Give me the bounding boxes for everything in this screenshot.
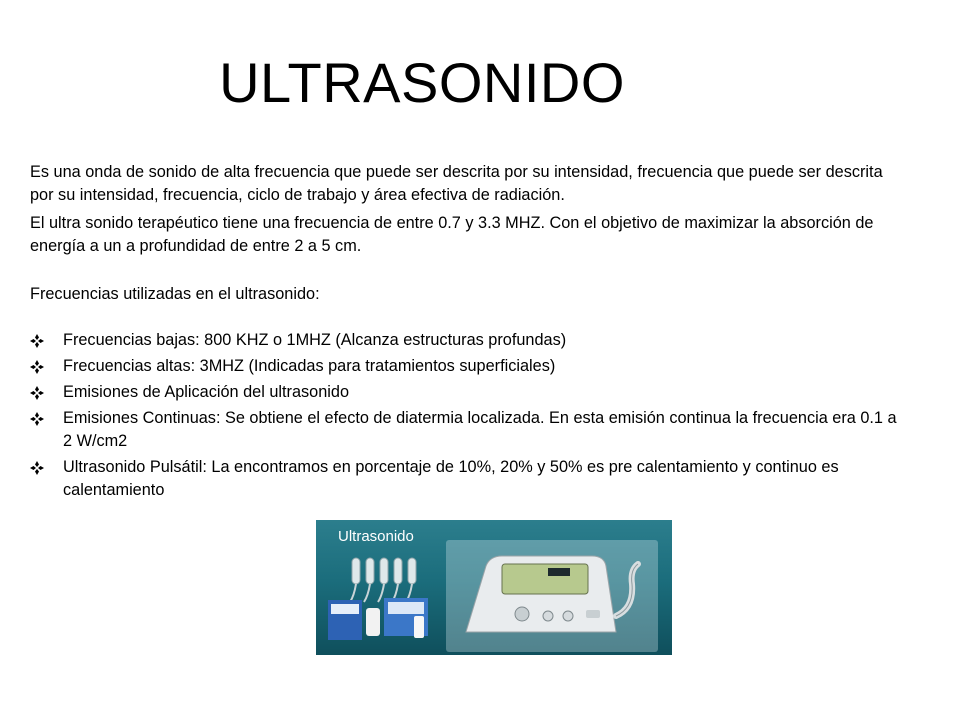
gel-boxes-icon <box>328 598 428 640</box>
diamond-cluster-icon <box>30 334 44 348</box>
bullet-text: Emisiones Continuas: Se obtiene el efecto de diatermia localizada. En esta emisión continua la frecuencia era 0.1 a 2 W/cm2 <box>63 409 897 450</box>
diamond-cluster-icon <box>30 461 44 475</box>
bullet-text: Frecuencias bajas: 800 KHZ o 1MHZ (Alcanza estructuras profundas) <box>63 331 567 349</box>
list-item <box>30 329 910 352</box>
image-caption: Ultrasonido <box>338 528 414 545</box>
ultrasound-device-image <box>316 520 672 655</box>
list-item <box>30 355 910 378</box>
list-item <box>30 381 910 404</box>
list-item <box>30 456 910 502</box>
diamond-cluster-icon <box>30 412 44 426</box>
bullet-text: Emisiones de Aplicación del ultrasonido <box>63 383 349 401</box>
slide-body <box>30 161 910 505</box>
list-item <box>30 407 910 453</box>
paragraph-frequencies-heading: Frecuencias utilizadas en el ultrasonido: <box>30 285 320 303</box>
paragraph-definition: Es una onda de sonido de alta frecuencia que puede ser descrita por su intensidad, frecuencia que puede ser descrita por su intensidad, frecuencia, ciclo de trabajo y área efectiva de radiación. <box>30 163 883 204</box>
diamond-cluster-icon <box>30 386 44 400</box>
bullet-text: Ultrasonido Pulsátil: La encontramos en porcentaje de 10%, 20% y 50% es pre calentamiento y continuo es calentamiento <box>63 458 839 499</box>
paragraph-frequency-range: El ultra sonido terapéutico tiene una frecuencia de entre 0.7 y 3.3 MHZ. Con el objetivo de maximizar la absorción de energía a un a profundidad de entre 2 a 5 cm. <box>30 214 874 255</box>
diamond-cluster-icon <box>30 360 44 374</box>
frequency-bullet-list <box>30 329 910 502</box>
slide-title: ULTRASONIDO <box>219 51 625 114</box>
transducer-heads-icon <box>352 558 416 584</box>
bullet-text: Frecuencias altas: 3MHZ (Indicadas para tratamientos superficiales) <box>63 357 556 375</box>
ultrasound-machine-icon <box>466 556 616 632</box>
ultrasound-device-illustration <box>316 520 672 655</box>
